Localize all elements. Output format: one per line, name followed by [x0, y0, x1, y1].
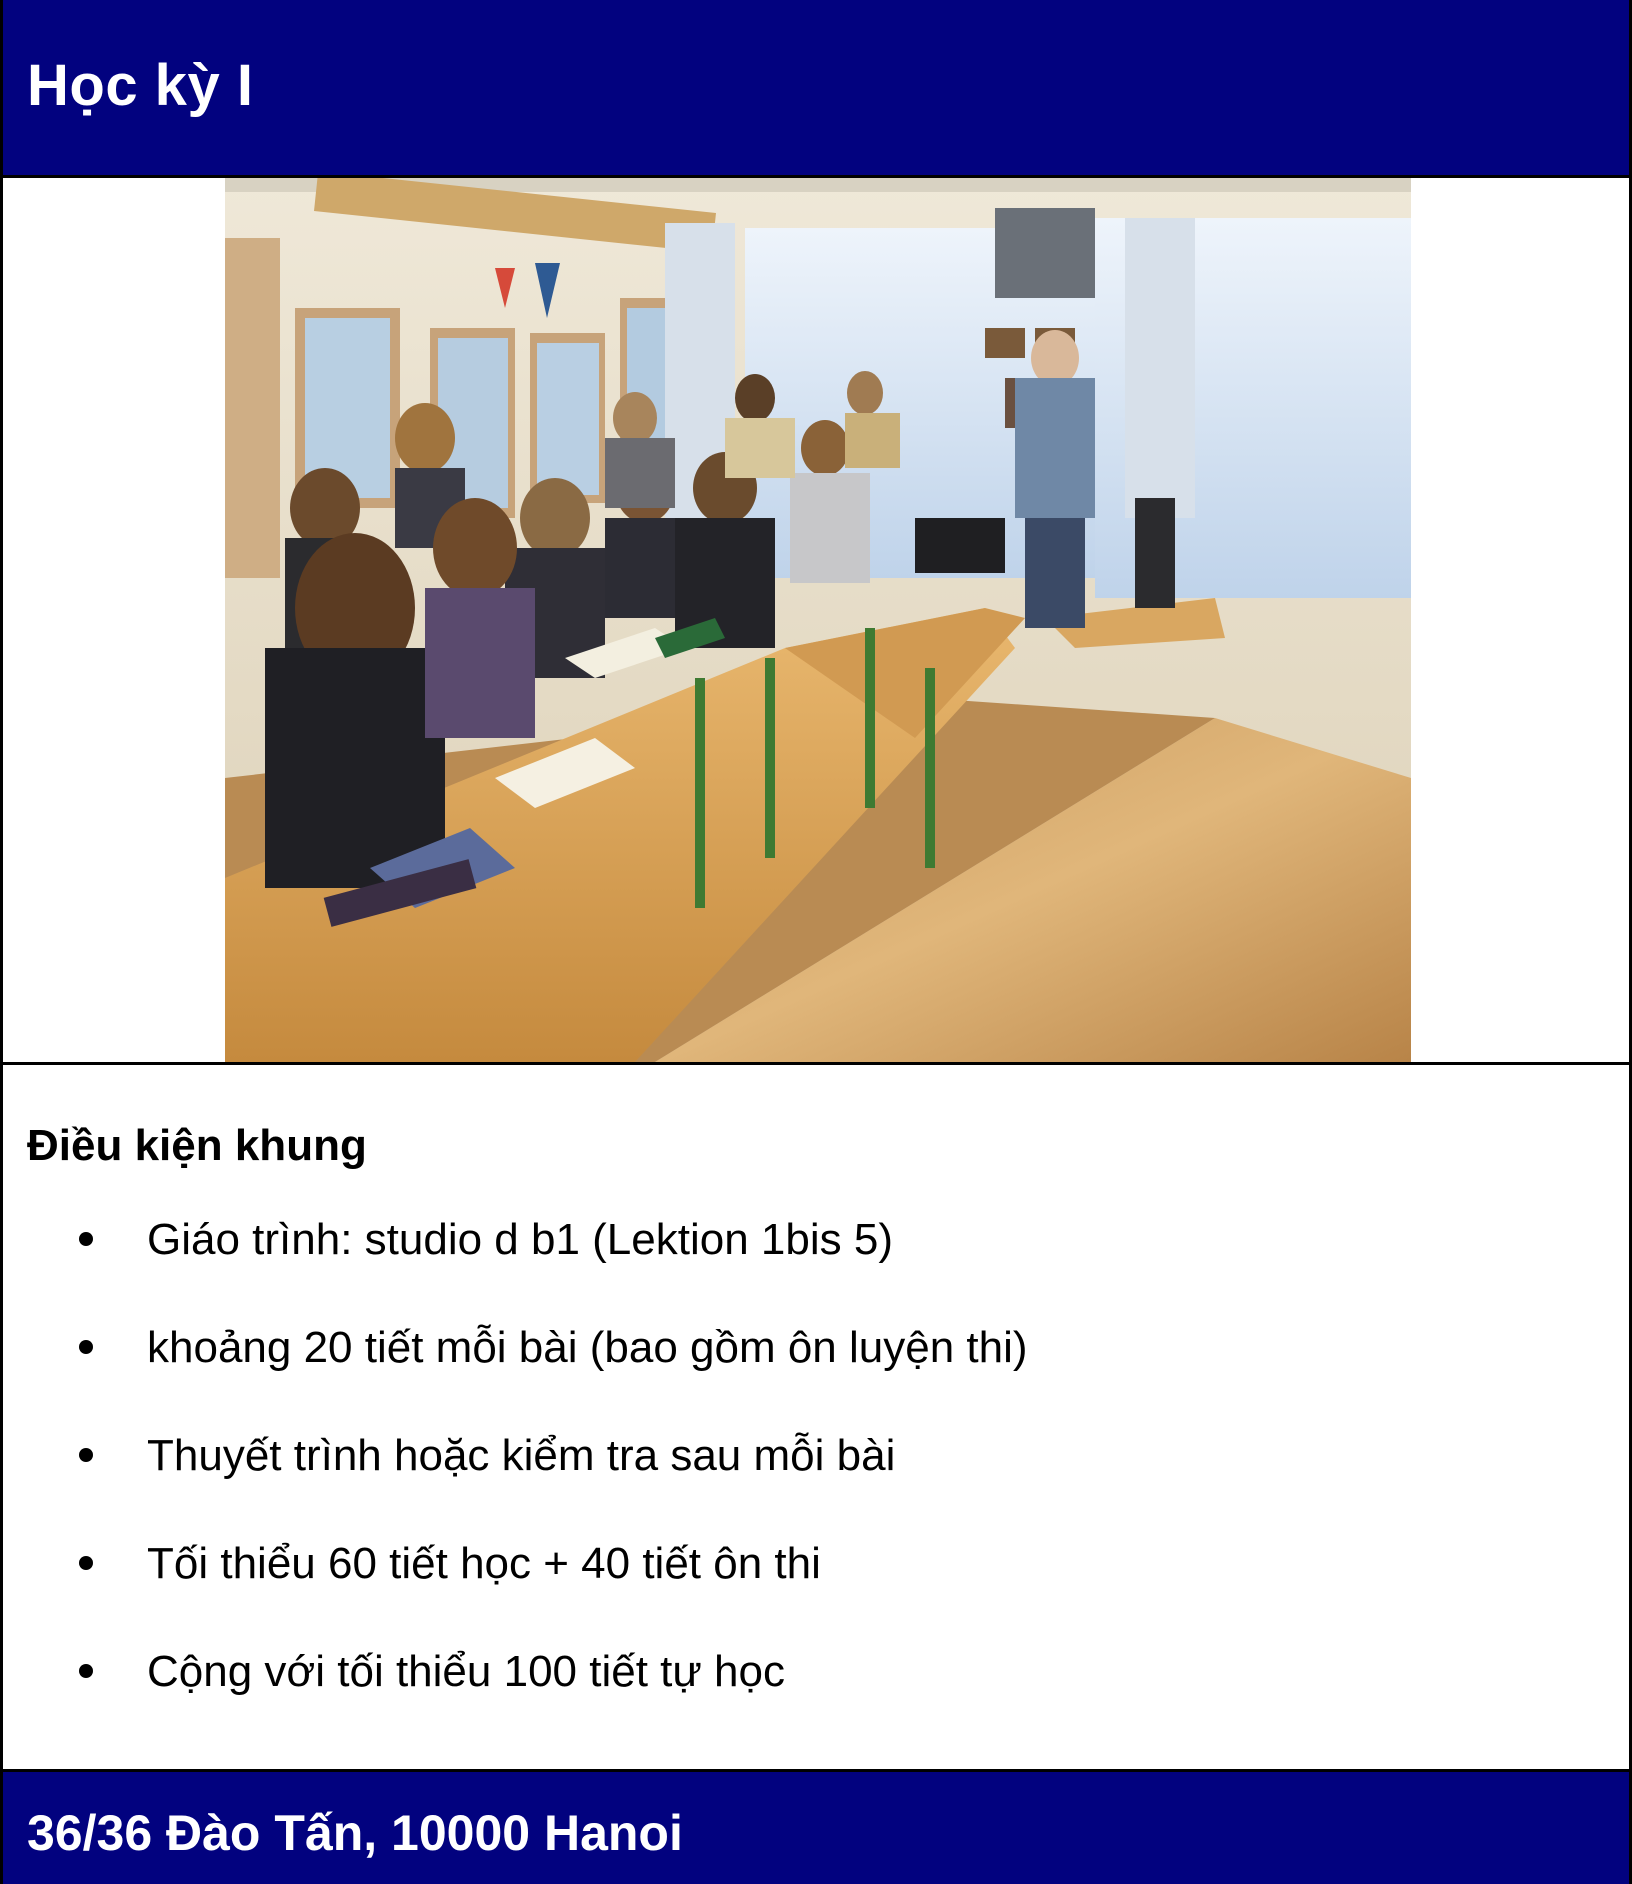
bullet-icon [79, 1232, 93, 1246]
footer-address: 36/36 Đào Tấn, 10000 Hanoi [27, 1805, 683, 1861]
list-item [3, 1210, 1503, 1270]
list-item-text: Thuyết trình hoặc kiểm tra sau mỗi bài [147, 1431, 896, 1480]
bullet-icon [79, 1664, 93, 1678]
bullet-icon [79, 1448, 93, 1462]
list-item-text: Tối thiểu 60 tiết học + 40 tiết ôn thi [147, 1539, 821, 1588]
list-item-text: khoảng 20 tiết mỗi bài (bao gồm ôn luyện thi) [147, 1323, 1028, 1372]
list-item [3, 1534, 1503, 1594]
list-item-text: Cộng với tối thiểu 100 tiết tự học [147, 1647, 785, 1696]
list-item [3, 1426, 1503, 1486]
header-band [3, 0, 1629, 178]
list-item [3, 1318, 1503, 1378]
section-title: Điều kiện khung [27, 1121, 367, 1170]
footer-band [3, 1769, 1629, 1884]
bullet-icon [79, 1340, 93, 1354]
photo-section [3, 178, 1629, 1065]
list-item-text: Giáo trình: studio d b1 (Lektion 1bis 5) [147, 1215, 893, 1264]
bullet-icon [79, 1556, 93, 1570]
conditions-section [3, 1065, 1629, 1769]
page-title: Học kỳ I [27, 53, 254, 118]
list-item [3, 1642, 1503, 1702]
classroom-photo [225, 178, 1411, 1062]
